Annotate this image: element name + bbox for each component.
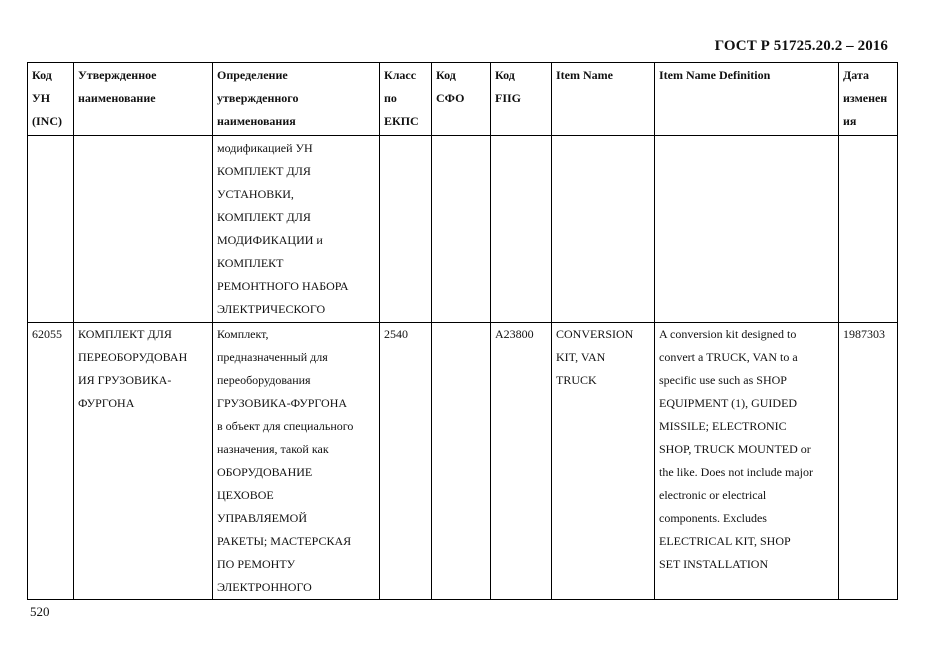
header-item-name-definition: Item Name Definition bbox=[655, 63, 839, 136]
cell-ekps-class bbox=[380, 136, 432, 323]
header-sfo-code: Код СФО bbox=[432, 63, 491, 136]
cell-item-name: CONVERSION KIT, VAN TRUCK bbox=[552, 323, 655, 600]
cell-sfo-code bbox=[432, 136, 491, 323]
cell-name-definition: Комплект, предназначенный для переоборудования ГРУЗОВИКА-ФУРГОНА в объект для специального назначения, такой как ОБОРУДОВАНИЕ ЦЕХОВОЕ УПРАВЛЯЕМОЙ РАКЕТЫ; МАСТЕРСКАЯ ПО РЕМОНТУ ЭЛЕКТРОННОГО bbox=[213, 323, 380, 600]
cell-item-name-definition bbox=[655, 136, 839, 323]
header-fiig-code: Код FIIG bbox=[491, 63, 552, 136]
header-ekps-class: Класс по ЕКПС bbox=[380, 63, 432, 136]
cell-item-name bbox=[552, 136, 655, 323]
cell-approved-name bbox=[74, 136, 213, 323]
header-approved-name: Утвержденное наименование bbox=[74, 63, 213, 136]
table-row bbox=[28, 136, 898, 323]
cell-ekps-class: 2540 bbox=[380, 323, 432, 600]
header-item-name: Item Name bbox=[552, 63, 655, 136]
header-change-date: Дата изменен ия bbox=[839, 63, 898, 136]
table-header-row bbox=[28, 63, 898, 136]
cell-fiig-code bbox=[491, 136, 552, 323]
cell-inc-code: 62055 bbox=[28, 323, 74, 600]
cell-name-definition: модификацией УН КОМПЛЕКТ ДЛЯ УСТАНОВКИ, КОМПЛЕКТ ДЛЯ МОДИФИКАЦИИ и КОМПЛЕКТ РЕМОНТНОГО НАБОРА ЭЛЕКТРИЧЕСКОГО bbox=[213, 136, 380, 323]
cell-change-date: 1987303 bbox=[839, 323, 898, 600]
catalog-table bbox=[27, 62, 898, 600]
standard-code-header: ГОСТ Р 51725.20.2 – 2016 bbox=[714, 38, 888, 54]
header-inc-code: Код УН (INC) bbox=[28, 63, 74, 136]
cell-sfo-code bbox=[432, 323, 491, 600]
table-row bbox=[28, 323, 898, 600]
cell-inc-code bbox=[28, 136, 74, 323]
cell-approved-name: КОМПЛЕКТ ДЛЯ ПЕРЕОБОРУДОВАН ИЯ ГРУЗОВИКА- ФУРГОНА bbox=[74, 323, 213, 600]
cell-fiig-code: A23800 bbox=[491, 323, 552, 600]
cell-change-date bbox=[839, 136, 898, 323]
page-number: 520 bbox=[30, 604, 50, 619]
header-name-definition: Определение утвержденного наименования bbox=[213, 63, 380, 136]
cell-item-name-definition: A conversion kit designed to convert a TRUCK, VAN to a specific use such as SHOP EQUIPMENT (1), GUIDED MISSILE; ELECTRONIC SHOP, TRUCK MOUNTED or the like. Does not include major electronic or electrical components. Excludes ELECTRICAL KIT, SHOP SET INSTALLATION bbox=[655, 323, 839, 600]
